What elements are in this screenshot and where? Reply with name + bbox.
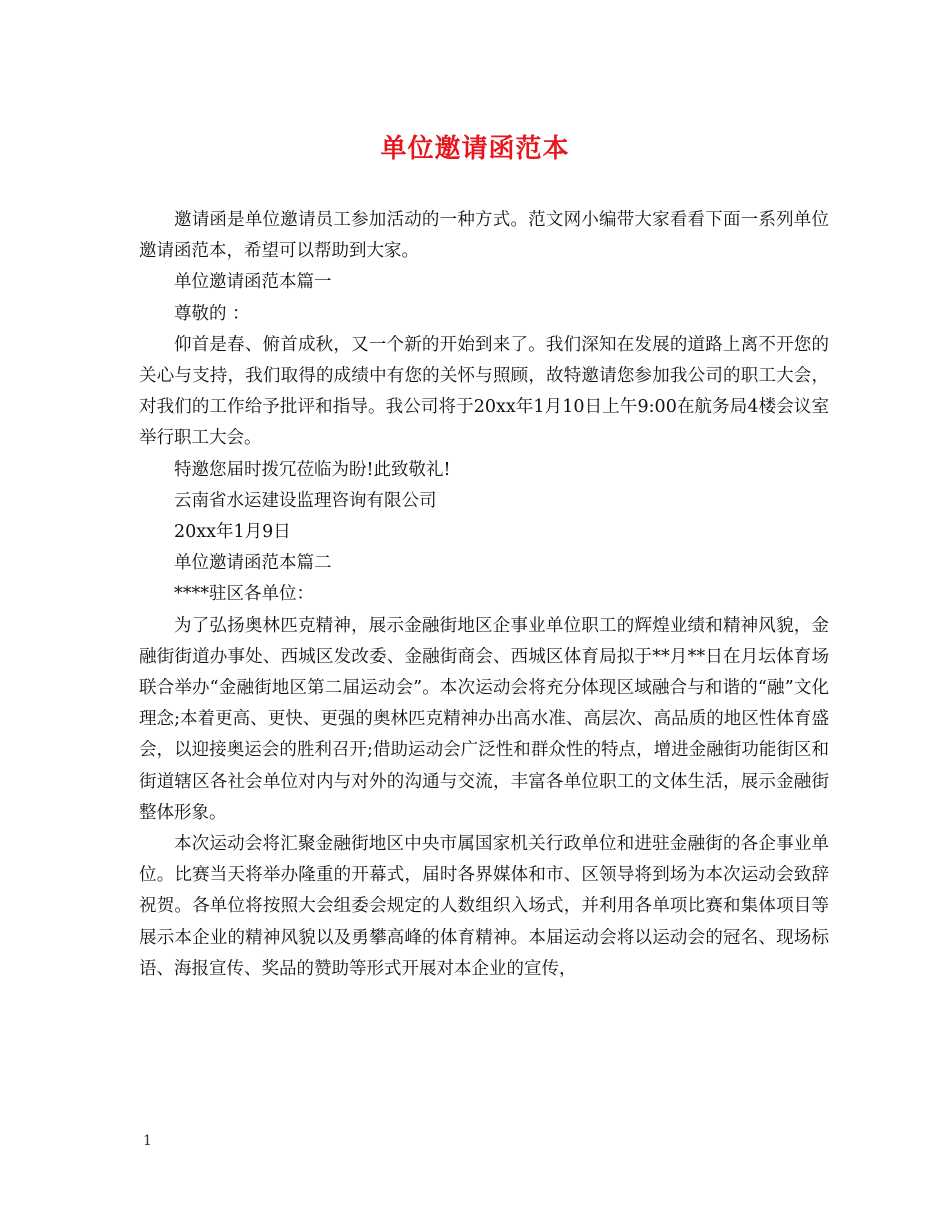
document-body xyxy=(139,205,829,985)
intro-paragraph: 邀请函是单位邀请员工参加活动的一种方式。范文网小编带大家看看下面一系列单位邀请函范本，希望可以帮助到大家。 xyxy=(139,210,829,262)
section1-closing: 特邀您届时拨冗莅临为盼!此致敬礼! xyxy=(174,459,451,480)
section2-salutation: ****驻区各单位： xyxy=(174,584,314,605)
section1-date: 20xx年1月9日 xyxy=(174,522,291,543)
section1-salutation: 尊敬的 ： xyxy=(174,303,250,324)
section1-heading: 单位邀请函范本篇一 xyxy=(174,272,332,293)
section2-heading: 单位邀请函范本篇二 xyxy=(174,553,332,574)
section2-paragraph-2: 本次运动会将汇聚金融街地区中央市属国家机关行政单位和进驻金融街的各企事业单位。比赛当天将举办隆重的开幕式，届时各界媒体和市、区领导将到场为本次运动会致辞祝贺。各单位将按照大会组委会规定的人数组织入场式，并利用各单项比赛和集体项目等展示本企业的精神风貌以及勇攀高峰的体育精神。本届运动会将以运动会的冠名、现场标语、海报宣传、奖品的赞助等形式开展对本企业的宣传， xyxy=(139,834,829,979)
section1-company: 云南省水运建设监理咨询有限公司 xyxy=(174,490,437,511)
page-number: 1 xyxy=(143,1133,152,1149)
section2-paragraph-1: 为了弘扬奥林匹克精神，展示金融街地区企事业单位职工的辉煌业绩和精神风貌，金融街街道办事处、西城区发改委、金融街商会、西城区体育局拟于**月**日在月坛体育场联合举办“金融街地区第二届运动会”。本次运动会将充分体现区域融合与和谐的“融”文化理念;本着更高、更快、更强的奥林匹克精神办出高水准、高层次、高品质的地区性体育盛会，以迎接奥运会的胜利召开;借助运动会广泛性和群众性的特点，增进金融街功能街区和街道辖区各社会单位对内与对外的沟通与交流，丰富各单位职工的文体生活，展示金融街整体形象。 xyxy=(139,615,829,823)
document-title: 单位邀请函范本 xyxy=(380,134,570,164)
section1-body-paragraph: 仰首是春、俯首成秋，又一个新的开始到来了。我们深知在发展的道路上离不开您的关心与支持，我们取得的成绩中有您的关怀与照顾，故特邀请您参加我公司的职工大会，对我们的工作给予批评和指导。我公司将于20xx年1月10日上午9:00在航务局4楼会议室举行职工大会。 xyxy=(139,334,829,449)
